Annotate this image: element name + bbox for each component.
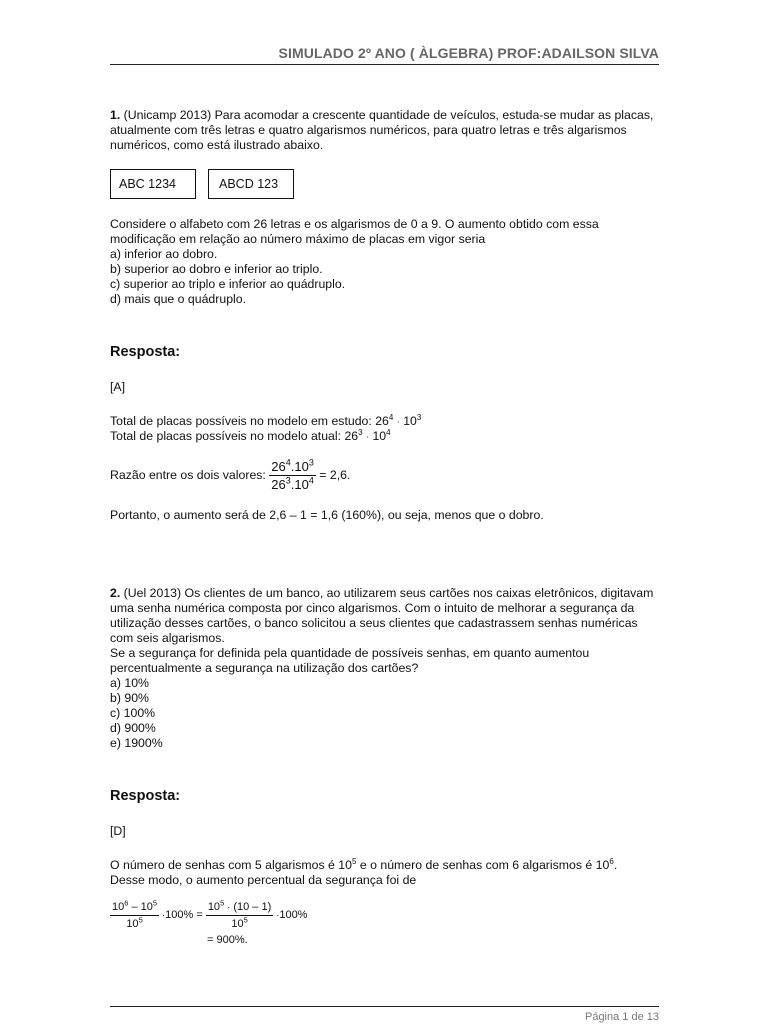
q1-option-c: c) superior ao triplo e inferior ao quádruplo. xyxy=(110,277,346,291)
document-body xyxy=(110,108,659,947)
license-plates xyxy=(110,169,659,199)
q1-consider-line-2: modificação em relação ao número máximo de placas em vigor seria xyxy=(110,232,486,246)
q2-statement xyxy=(110,586,659,646)
q1-option-a: a) inferior ao dobro. xyxy=(110,247,218,261)
q2-fraction-left: $\frac{10^6 - 10^5}{10^5}$ xyxy=(112,897,158,930)
header-title: SIMULADO 2º ANO ( ÀLGEBRA) PROF:ADAILSON SILVA xyxy=(278,45,659,61)
q2-answer: [D] xyxy=(110,823,126,838)
page-footer xyxy=(110,1006,659,1026)
q2-option-c: c) 100% xyxy=(110,705,156,720)
page-number: Página 1 de 13 xyxy=(584,1011,659,1023)
q1-option-d: d) mais que o quádruplo. xyxy=(110,292,247,306)
q2-solution-part-b: e o número de senhas com 6 algarismos é xyxy=(356,857,596,872)
q1-total-study-label: Total de placas possíveis no modelo em estudo: xyxy=(110,414,376,428)
q2-result: = 900%. xyxy=(207,933,248,946)
page-header xyxy=(110,44,659,65)
q2-option-b: b) 90% xyxy=(110,690,149,705)
q1-ratio-result: = 2,6. xyxy=(315,467,351,482)
q1-option-b: b) superior ao dobro e inferior ao triplo. xyxy=(110,262,323,276)
q1-total-current: Total de placas possíveis no modelo atual: $26^3 \cdot 10^4$ xyxy=(110,428,391,444)
q2-formula: $\frac{10^6 - 10^5}{10^5}$ ·100% = $\frac{10^5 \cdot (10 - 1)}{10^5}$ ·100% = 900%. xyxy=(110,900,659,947)
q1-answer-heading: Resposta: xyxy=(110,344,181,360)
plate-new: ABCD 123 xyxy=(208,169,294,199)
q2-question: Se a segurança for definida pela quantidade de possíveis senhas, em quanto aumentou percentualmente a segurança na utilização dos cartões? xyxy=(110,645,590,675)
q2-option-e: e) 1900% xyxy=(110,735,163,750)
q1-ratio-label: Razão entre os dois valores: xyxy=(110,467,270,482)
q1-consider xyxy=(110,217,659,247)
q2-fraction-right: $\frac{10^5 \cdot (10 - 1)}{10^5}$ xyxy=(207,897,272,930)
q1-conclusion: Portanto, o aumento será de 2,6 – 1 = 1,6 (160%), ou seja, menos que o dobro. xyxy=(110,507,544,522)
q1-consider-line-1: Considere o alfabeto com 26 letras e os algarismos de 0 a 9. O aumento obtido com essa xyxy=(110,217,599,231)
q1-source: (Unicamp 2013) Para acomodar a crescente quantidade de veículos, estuda-se mudar as placas, atualmente com três letras e quatro algarismos numéricos, para quatro letras e três algarismos numéricos, como está ilustrado abaixo. xyxy=(110,108,654,152)
q2-solution-part-a: O número de senhas com 5 algarismos é xyxy=(110,857,339,872)
q2-answer-heading: Resposta: xyxy=(110,787,181,804)
plate-current: ABC 1234 xyxy=(110,169,196,199)
q1-ratio-fraction: $\frac{26^4.10^3}{26^3.10^4}$ xyxy=(271,457,314,492)
q2-option-d: d) 900% xyxy=(110,720,156,735)
q2-option-a: a) 10% xyxy=(110,675,149,690)
q2-source: (Uel 2013) Os clientes de um banco, ao utilizarem seus cartões nos caixas eletrônicos, digitavam uma senha numérica composta por cinco algarismos. Com o intuito de melhorar a segurança da utilização desses cartões, o banco solicitou a seus clientes que cadastrassem senhas numéricas com seis algarismos. xyxy=(110,585,654,645)
q1-answer: [A] xyxy=(110,380,126,394)
q1-total-study: Total de placas possíveis no modelo em estudo: $26^4 \cdot 10^3$ xyxy=(110,412,422,428)
q1-total-current-label: Total de placas possíveis no modelo atual: xyxy=(110,429,345,444)
q2-solution-part-c: Desse modo, o aumento percentual da segurança foi de xyxy=(110,872,417,887)
q1-number: 1. xyxy=(110,108,121,122)
q1-ratio xyxy=(110,459,659,492)
q2-number: 2. xyxy=(110,585,121,600)
q1-statement xyxy=(110,108,659,153)
q2-solution: O número de senhas com 5 algarismos é $10^5$ e o número de senhas com 6 algarismos é $10^6$. Desse modo, o aumento percentual da segurança foi de xyxy=(110,856,618,887)
